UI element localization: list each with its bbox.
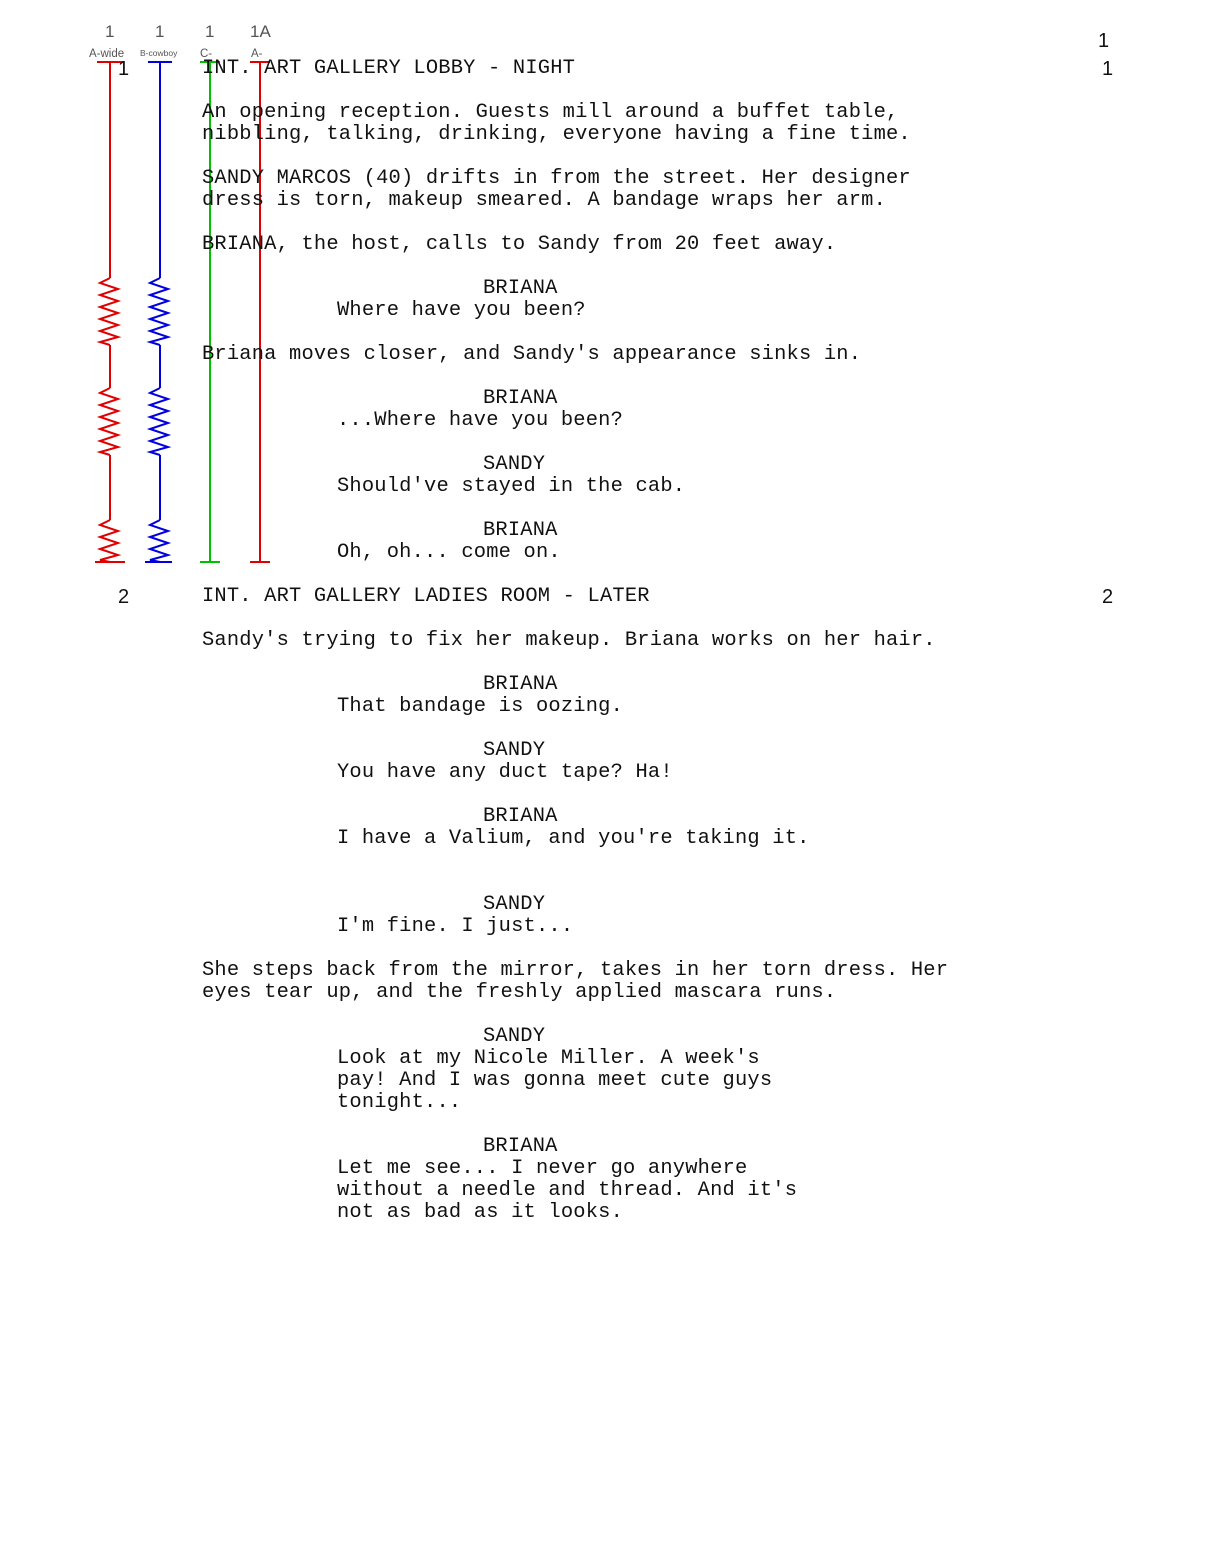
dialogue-line: pay! And I was gonna meet cute guys bbox=[337, 1069, 773, 1092]
dialogue-line: Where have you been? bbox=[337, 299, 586, 322]
character-name: SANDY bbox=[483, 453, 546, 476]
action-line: nibbling, talking, drinking, everyone having a fine time. bbox=[202, 123, 911, 146]
action-line: BRIANA, the host, calls to Sandy from 20 feet away. bbox=[202, 233, 837, 256]
scene-number-right: 2 bbox=[1102, 586, 1114, 608]
character-name: BRIANA bbox=[483, 519, 558, 542]
setup-label: B-cowboy bbox=[140, 48, 178, 58]
character-name: BRIANA bbox=[483, 387, 558, 410]
action-line: Briana moves closer, and Sandy's appearance sinks in. bbox=[202, 343, 862, 366]
action-line: eyes tear up, and the freshly applied mascara runs. bbox=[202, 981, 837, 1004]
dialogue-line: That bandage is oozing. bbox=[337, 695, 624, 718]
character-name: BRIANA bbox=[483, 805, 558, 828]
scene-number-right: 1 bbox=[1102, 58, 1114, 80]
character-name: BRIANA bbox=[483, 1135, 558, 1158]
dialogue-line: ...Where have you been? bbox=[337, 409, 624, 432]
action-line: Sandy's trying to fix her makeup. Briana works on her hair. bbox=[202, 629, 936, 652]
setup-label: A- bbox=[251, 48, 263, 60]
page-number: 1 bbox=[1098, 30, 1110, 52]
character-name: SANDY bbox=[483, 1025, 546, 1048]
character-name: SANDY bbox=[483, 739, 546, 762]
dialogue-line: Should've stayed in the cab. bbox=[337, 475, 686, 498]
character-name: BRIANA bbox=[483, 673, 558, 696]
scene-number-left: 1 bbox=[118, 58, 130, 80]
character-name: SANDY bbox=[483, 893, 546, 916]
setup-number: 1 bbox=[205, 22, 215, 41]
action-line: dress is torn, makeup smeared. A bandage wraps her arm. bbox=[202, 189, 887, 212]
action-line: She steps back from the mirror, takes in her torn dress. Her bbox=[202, 959, 949, 982]
action-line: An opening reception. Guests mill around a buffet table, bbox=[202, 101, 899, 124]
dialogue-line: Look at my Nicole Miller. A week's bbox=[337, 1047, 760, 1070]
dialogue-line: tonight... bbox=[337, 1091, 462, 1114]
tramline-a-wide[interactable] bbox=[95, 62, 125, 562]
scene-number-left: 2 bbox=[118, 586, 130, 608]
character-name: BRIANA bbox=[483, 277, 558, 300]
scene-heading: INT. ART GALLERY LOBBY - NIGHT bbox=[202, 57, 576, 80]
setup-number: 1A bbox=[250, 22, 271, 41]
dialogue-line: without a needle and thread. And it's bbox=[337, 1179, 798, 1202]
dialogue-line: You have any duct tape? Ha! bbox=[337, 761, 673, 784]
tramline-b-cowboy[interactable] bbox=[145, 62, 172, 562]
dialogue-line: I'm fine. I just... bbox=[337, 915, 574, 938]
dialogue-line: Oh, oh... come on. bbox=[337, 541, 561, 564]
setup-label: C- bbox=[200, 48, 213, 60]
setup-number: 1 bbox=[105, 22, 115, 41]
setup-number: 1 bbox=[155, 22, 165, 41]
dialogue-line: not as bad as it looks. bbox=[337, 1201, 624, 1224]
dialogue-line: Let me see... I never go anywhere bbox=[337, 1157, 748, 1180]
setup-label: A-wide bbox=[89, 48, 125, 60]
action-line: SANDY MARCOS (40) drifts in from the street. Her designer bbox=[202, 167, 911, 190]
dialogue-line: I have a Valium, and you're taking it. bbox=[337, 827, 810, 850]
scene-heading: INT. ART GALLERY LADIES ROOM - LATER bbox=[202, 585, 650, 608]
